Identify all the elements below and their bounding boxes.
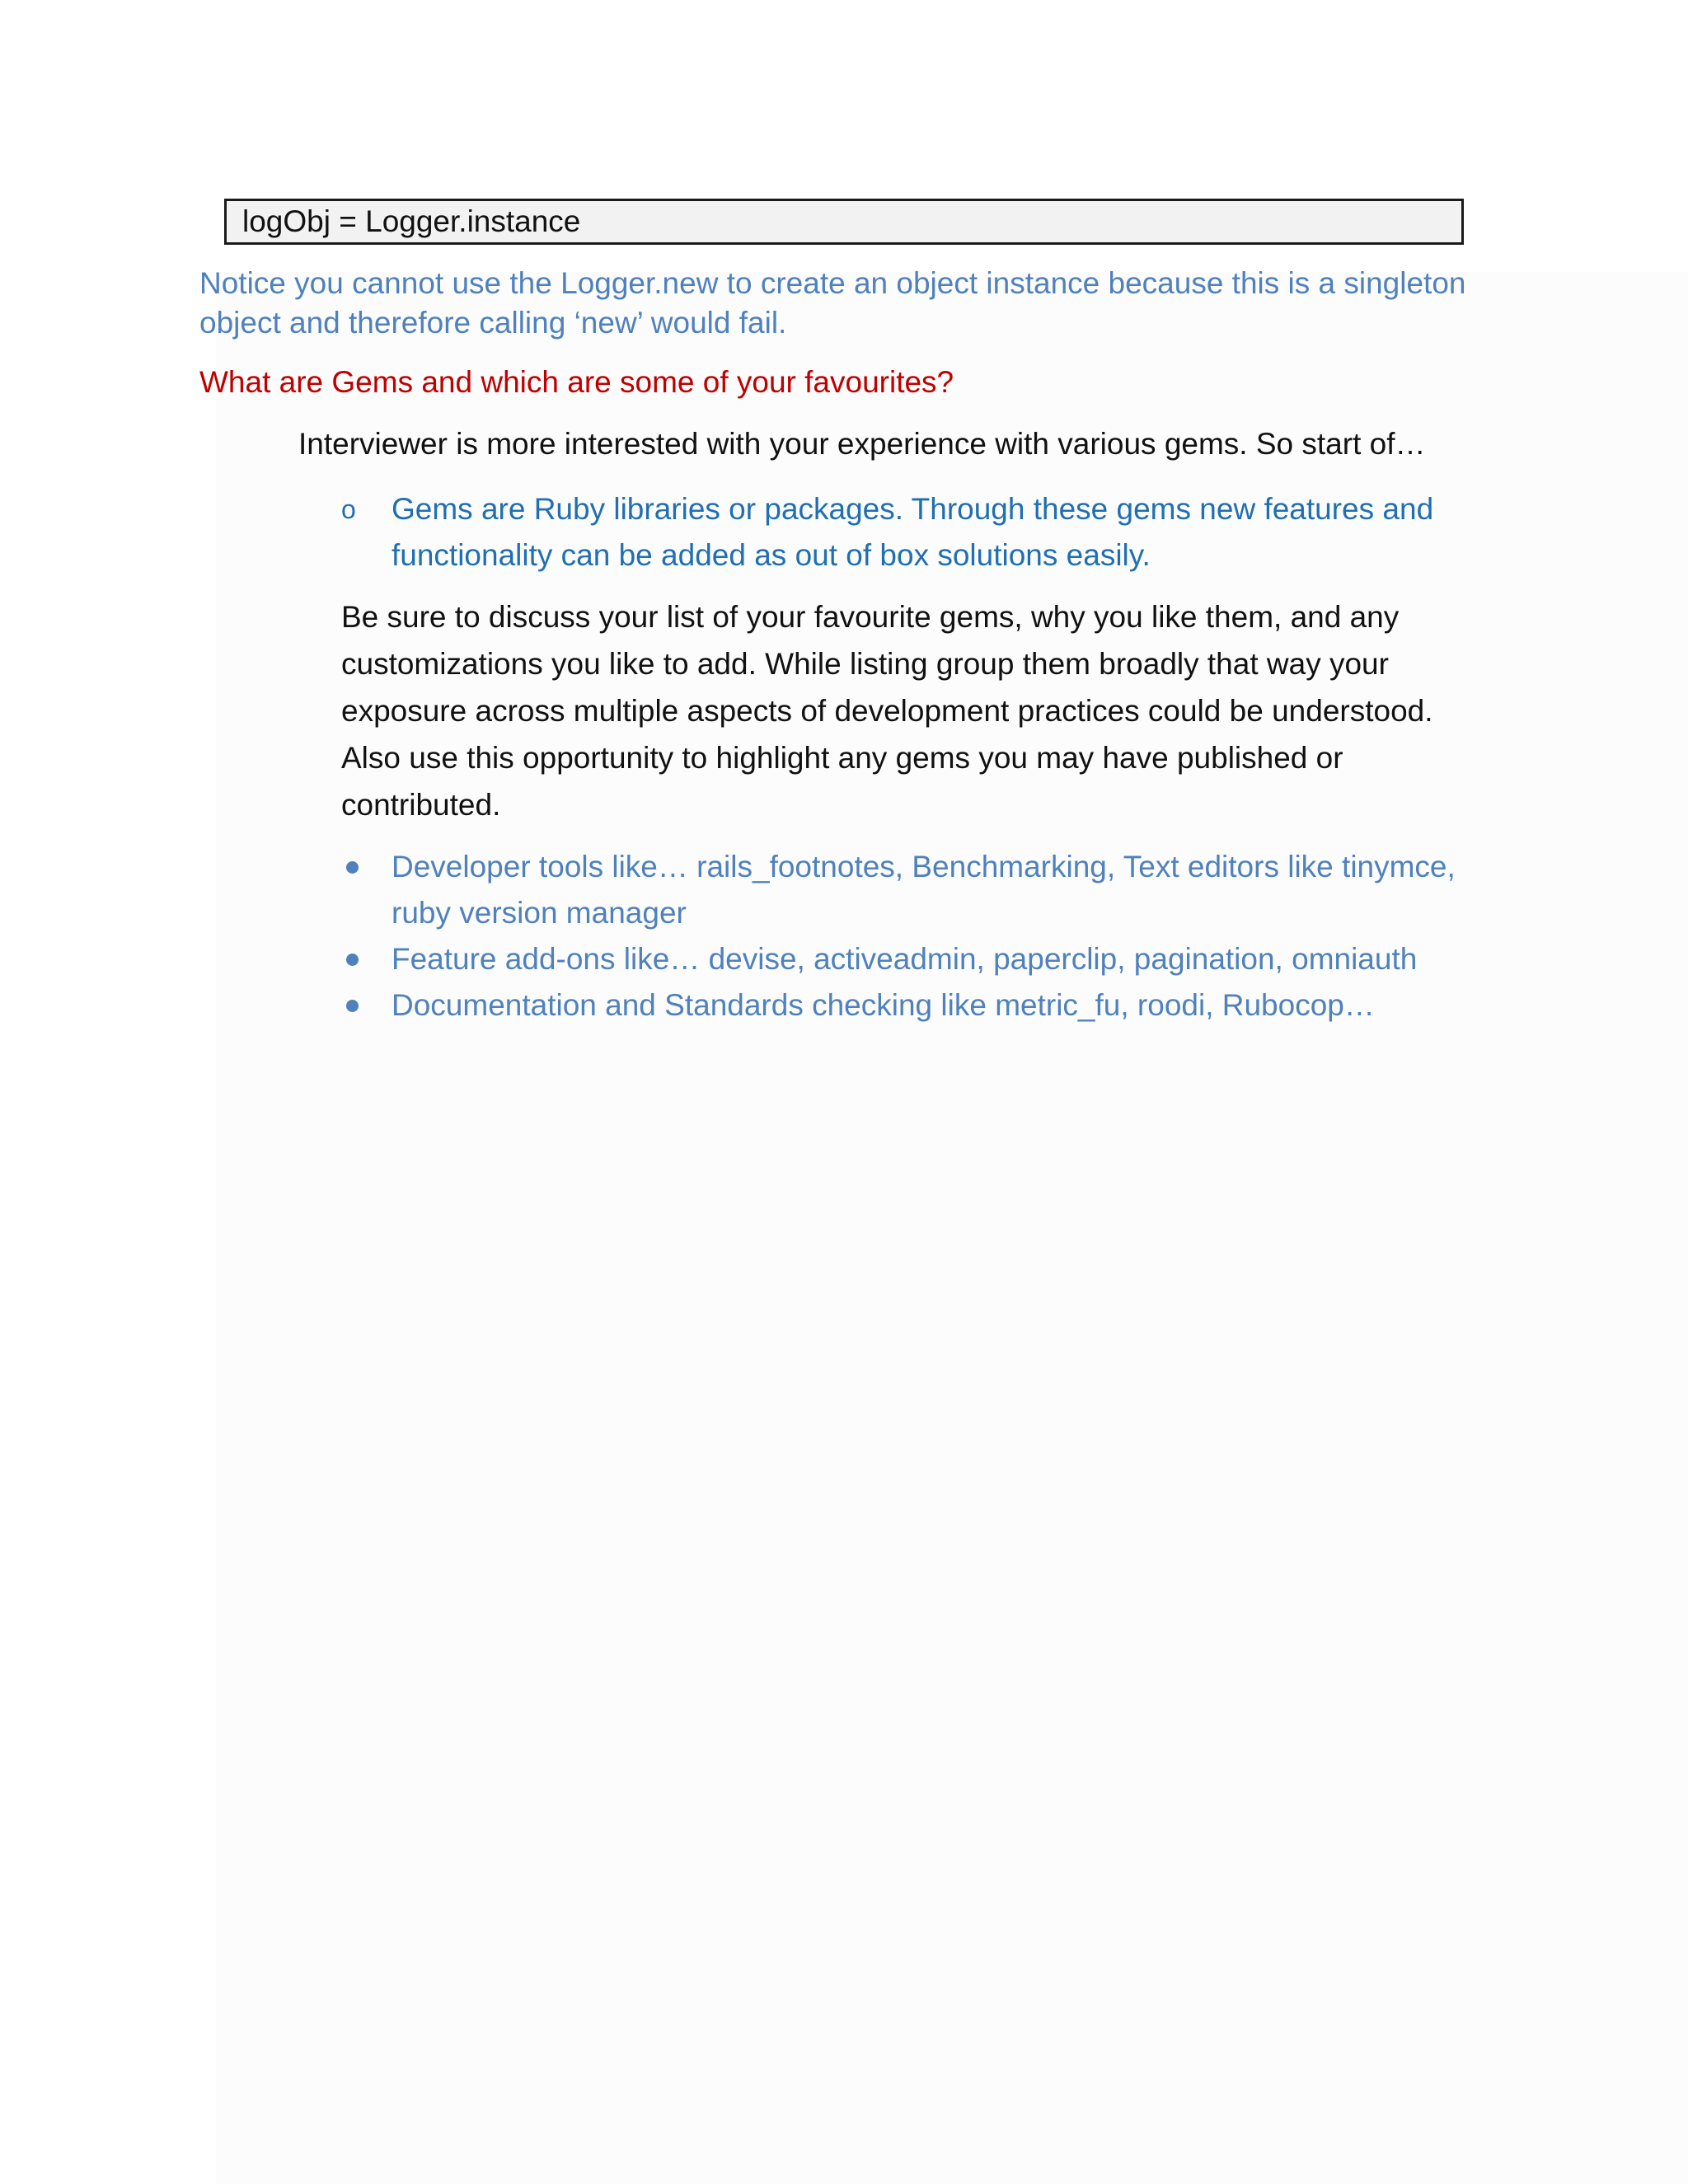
sub-list: [341, 486, 1479, 579]
gem-category-list: [341, 844, 1479, 1029]
list-item: [341, 844, 1479, 936]
list-item: [341, 982, 1479, 1029]
bullet-icon: [346, 954, 359, 966]
discussion-paragraph: Be sure to discuss your list of your favourite gems, why you like them, and any customizations you like to add. While listing group them broadly that way your exposure across multiple aspects of development practices could be understood. Also use this opportunity to highlight any gems you may have published or contributed.: [341, 600, 1433, 822]
list-item-text: Developer tools like… rails_footnotes, Benchmarking, Text editors like tinymce, ruby version manager: [392, 850, 1456, 930]
sub-list-item: [341, 486, 1479, 579]
question-heading: What are Gems and which are some of your favourites?: [199, 365, 954, 399]
singleton-note: Notice you cannot use the Logger.new to create an object instance because this is a singleton object and therefore calling ‘new’ would fail.: [199, 266, 1466, 340]
list-item: [341, 936, 1479, 982]
bullet-icon: [346, 1000, 359, 1012]
list-item-text: Documentation and Standards checking like metric_fu, roodi, Rubocop…: [392, 988, 1375, 1022]
code-block: [224, 199, 1464, 245]
sub-list-item-text: Gems are Ruby libraries or packages. Through these gems new features and functionality can be added as out of box solutions easily.: [392, 492, 1434, 572]
bullet-icon: [346, 861, 359, 874]
intro-paragraph: Interviewer is more interested with your experience with various gems. So start of…: [298, 427, 1426, 461]
circle-marker-icon: o: [341, 494, 356, 524]
list-item-text: Feature add-ons like… devise, activeadmin, paperclip, pagination, omniauth: [392, 942, 1418, 976]
code-line: logObj = Logger.instance: [242, 204, 581, 238]
